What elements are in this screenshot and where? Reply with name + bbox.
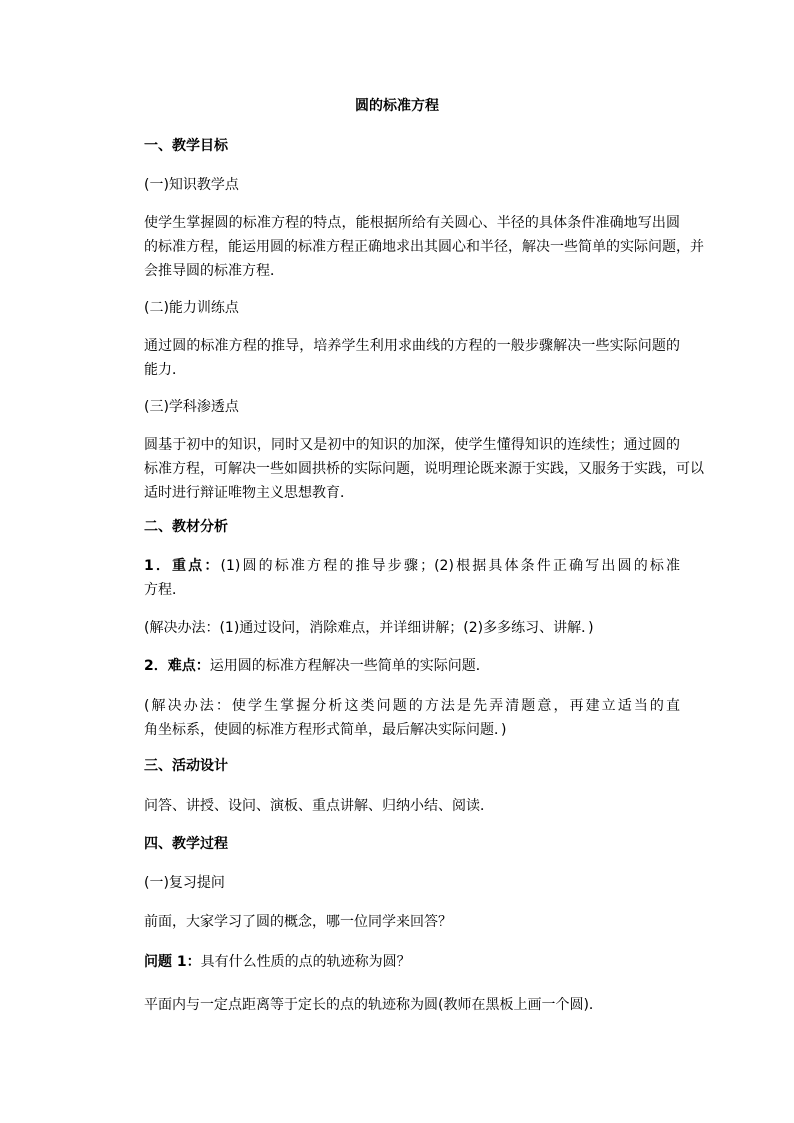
paragraph-line: 的标准方程，能运用圆的标准方程正确地求出其圆心和半径，解决一些简单的实际问题，并 <box>144 239 704 255</box>
section-heading-analysis: 二、教材分析 <box>144 519 228 535</box>
difficulty-text: 运用圆的标准方程解决一些简单的实际问题． <box>209 658 490 674</box>
subheading-review: (一)复习提问 <box>144 875 225 891</box>
paragraph-line: 适时进行辩证唯物主义思想教育． <box>144 485 354 501</box>
paragraph-line: 圆基于初中的知识，同时又是初中的知识的加深，使学生懂得知识的连续性；通过圆的 <box>144 437 680 453</box>
subheading-discipline: (三)学科渗透点 <box>144 399 239 415</box>
key-point-label: 1．重点： <box>144 558 221 574</box>
key-point-text: (1)圆的标准方程的推导步骤；(2)根据具体条件正确写出圆的标准 <box>220 558 680 574</box>
paragraph-line: 方程． <box>144 582 186 598</box>
question-line <box>144 950 411 974</box>
difficulty-label: 2．难点： <box>144 658 210 674</box>
section-heading-objectives: 一、教学目标 <box>144 138 228 154</box>
review-intro: 前面，大家学习了圆的概念，哪一位同学来回答？ <box>144 914 452 930</box>
subheading-ability: (二)能力训练点 <box>144 300 239 316</box>
paragraph-line: 标准方程，可解决一些如圆拱桥的实际问题，说明理论既来源于实践，又服务于实践，可以 <box>144 461 704 477</box>
answer-text: 平面内与一定点距离等于定长的点的轨迹称为圆(教师在黑板上画一个圆)． <box>144 997 603 1013</box>
paragraph-line: 会推导圆的标准方程． <box>144 263 284 279</box>
section-heading-activity: 三、活动设计 <box>144 758 228 774</box>
key-point-line <box>144 554 680 578</box>
paragraph-line: 角坐标系，使圆的标准方程形式简单，最后解决实际问题．) <box>144 722 507 738</box>
question-text: 具有什么性质的点的轨迹称为圆？ <box>200 954 411 970</box>
difficulty-line <box>144 654 490 678</box>
subheading-knowledge: (一)知识教学点 <box>144 177 239 193</box>
paragraph-line: (解决办法：使学生掌握分析这类问题的方法是先弄清题意，再建立适当的直 <box>144 698 680 714</box>
paragraph-line: 通过圆的标准方程的推导，培养学生利用求曲线的方程的一般步骤解决一些实际问题的 <box>144 338 680 354</box>
paragraph-line: 使学生掌握圆的标准方程的特点，能根据所给有关圆心、半径的具体条件准确地写出圆 <box>144 215 680 231</box>
activity-text: 问答、讲授、设问、演板、重点讲解、归纳小结、阅读． <box>144 798 494 814</box>
key-point-solution: (解决办法：(1)通过设问，消除难点，并详细讲解；(2)多多练习、讲解．) <box>144 620 594 636</box>
question-label: 问题 1： <box>144 954 201 970</box>
document-title: 圆的标准方程 <box>355 98 439 114</box>
section-heading-process: 四、教学过程 <box>144 836 228 852</box>
paragraph-line: 能力． <box>144 362 186 378</box>
